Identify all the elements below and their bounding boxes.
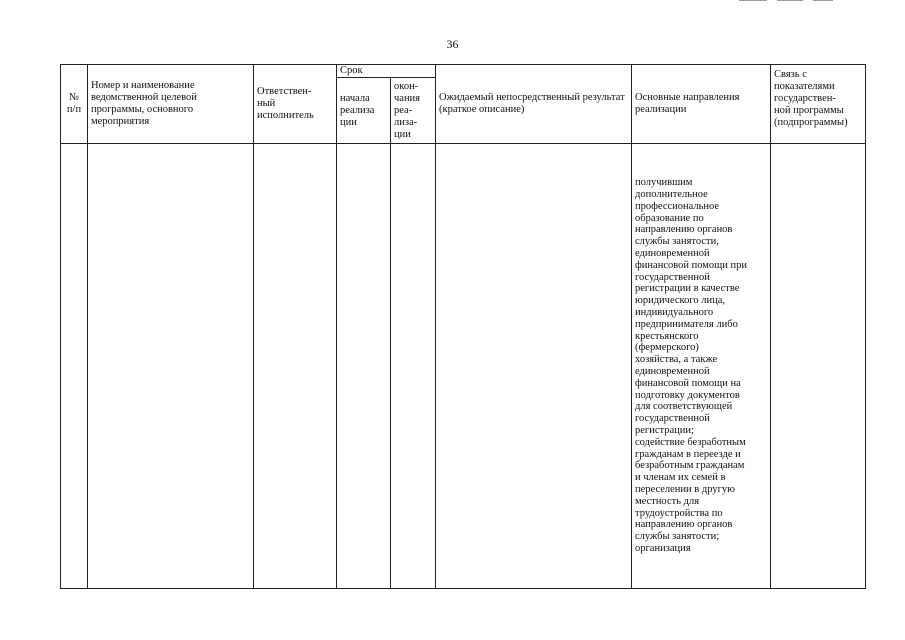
cell-term-start [337, 144, 391, 589]
cell-num [61, 144, 88, 589]
cell-directions [632, 144, 771, 589]
program-table [60, 64, 866, 589]
header-directions: Основные направления реализации [632, 65, 771, 144]
page-number: 36 [446, 37, 459, 51]
scan-marks [739, 0, 833, 1]
cell-program-name [88, 144, 254, 589]
header-links: Связь с показателями государствен- ной программы (подпрограммы) [771, 65, 866, 144]
cell-links [771, 144, 866, 589]
table-row [61, 144, 866, 589]
header-executor: Ответствен- ный исполнитель [254, 65, 337, 144]
header-result: Ожидаемый непосредственный результат (краткое описание) [436, 65, 632, 144]
cell-result [436, 144, 632, 589]
header-term-start: начала реализа ции [337, 78, 391, 144]
scan-mark [777, 0, 803, 1]
header-program-name: Номер и наименование ведомственной целевой программы, основного мероприятия [88, 65, 254, 144]
header-term-end: окон- чания реа- лиза- ции [391, 78, 436, 144]
cell-executor [254, 144, 337, 589]
directions-text: получившим дополнительное профессиональное образование по направлению органов службы занятости, единовременной финансовой помощи при государственной регистрации в качестве юридического лица, индивидуального предпринимателя либо крестьянского (фермерского) хозяйства, а также единовременной финансовой помощи на подготовку документов для соответствующей государственной регистрации; содействие безработным гражданам в переезде и безработным гражданам и членам их семей в переселении в другую местность для трудоустройства по направлению органов службы занятости; организация [635, 177, 747, 554]
header-num: № п/п [61, 65, 88, 144]
cell-term-end [391, 144, 436, 589]
scan-mark [813, 0, 833, 1]
header-term: Срок [337, 65, 436, 78]
scan-mark [739, 0, 767, 1]
